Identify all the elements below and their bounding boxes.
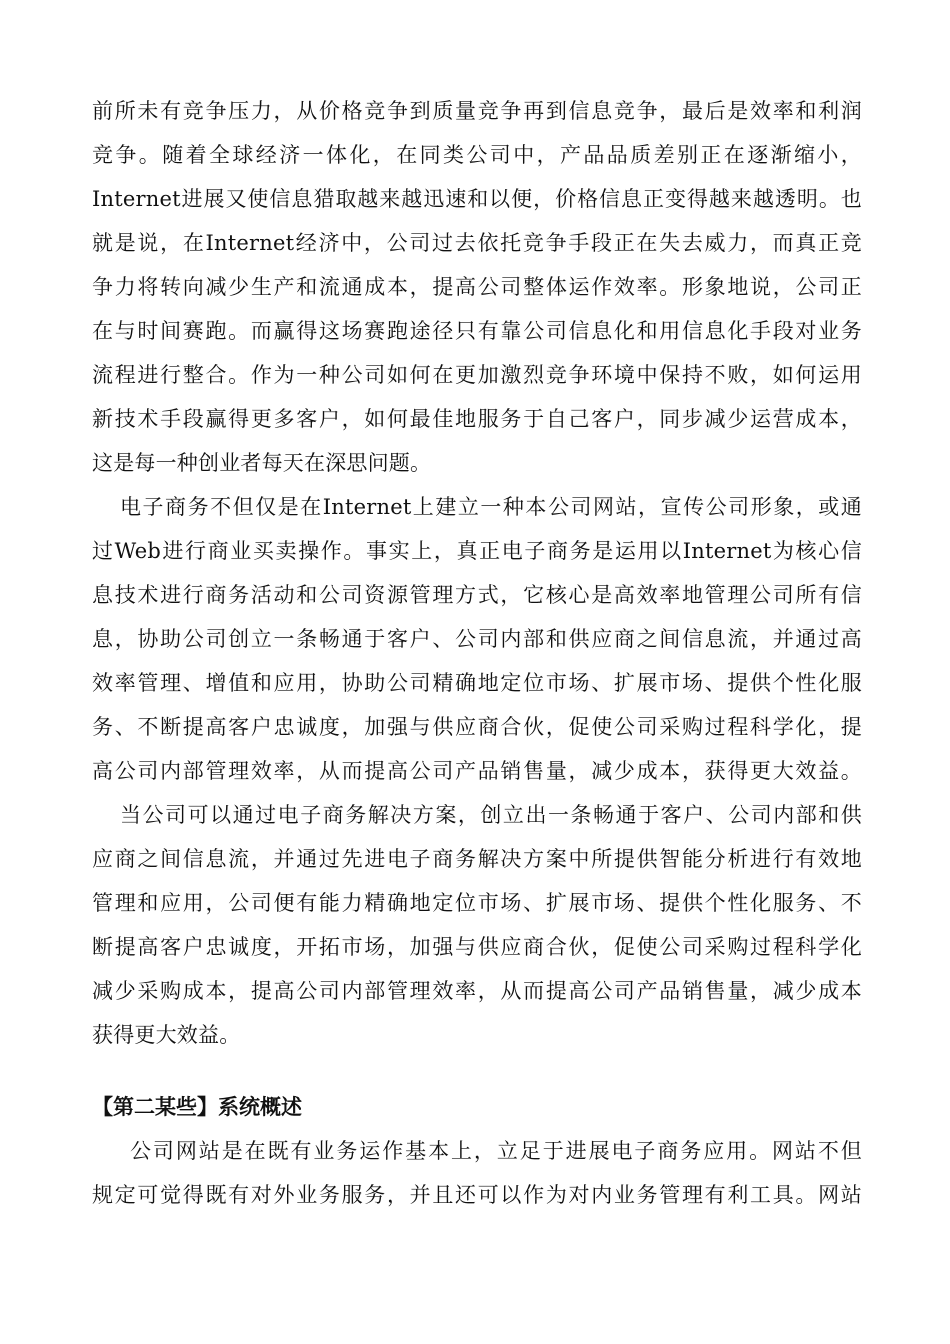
paragraph-3-line-5: 减少采购成本，提高公司内部管理效率，从而提高公司产品销售量，减少成本: [92, 979, 862, 1003]
paragraph-1-line-3: Internet进展又使信息猎取越来越迅速和以便，价格信息正变得越来越透明。也: [92, 187, 862, 211]
section-heading: 【第二某些】系统概述: [92, 1095, 302, 1119]
paragraph-3-line-2: 应商之间信息流，并通过先进电子商务解决方案中所提供智能分析进行有效地: [92, 847, 862, 871]
paragraph-3-line-6: 获得更大效益。: [92, 1023, 241, 1047]
paragraph-2-line-2: 过Web进行商业买卖操作。事实上，真正电子商务是运用以Internet为核心信: [92, 539, 862, 563]
paragraph-1-line-4: 就是说，在Internet经济中，公司过去依托竞争手段正在失去威力，而真正竞: [92, 231, 862, 255]
section-2-line-2: 规定可觉得既有对外业务服务，并且还可以作为对内业务管理有利工具。网站: [92, 1183, 862, 1207]
paragraph-2-line-6: 务、不断提高客户忠诚度，加强与供应商合伙，促使公司采购过程科学化，提: [92, 715, 862, 739]
paragraph-1-line-7: 流程进行整合。作为一种公司如何在更加激烈竞争环境中保持不败，如何运用: [92, 363, 862, 387]
paragraph-2-line-5: 效率管理、增值和应用，协助公司精确地定位市场、扩展市场、提供个性化服: [92, 671, 862, 695]
paragraph-3-line-3: 管理和应用，公司便有能力精确地定位市场、扩展市场、提供个性化服务、不: [92, 891, 862, 915]
paragraph-1-line-1: 前所未有竞争压力，从价格竞争到质量竞争再到信息竞争，最后是效率和利润: [92, 99, 862, 123]
section-2-line-1: 公司网站是在既有业务运作基本上，立足于进展电子商务应用。网站不但: [130, 1139, 862, 1163]
paragraph-1-line-5: 争力将转向减少生产和流通成本，提高公司整体运作效率。形象地说，公司正: [92, 275, 862, 299]
paragraph-1-line-6: 在与时间赛跑。而赢得这场赛跑途径只有靠公司信息化和用信息化手段对业务: [92, 319, 862, 343]
paragraph-2-line-4: 息，协助公司创立一条畅通于客户、公司内部和供应商之间信息流，并通过高: [92, 627, 862, 651]
paragraph-1-line-2: 竞争。随着全球经济一体化，在同类公司中，产品品质差别正在逐渐缩小，: [92, 143, 862, 167]
paragraph-3-line-4: 断提高客户忠诚度，开拓市场，加强与供应商合伙，促使公司采购过程科学化: [92, 935, 862, 959]
paragraph-2-line-3: 息技术进行商务活动和公司资源管理方式，它核心是高效率地管理公司所有信: [92, 583, 862, 607]
paragraph-1-line-8: 新技术手段赢得更多客户，如何最佳地服务于自己客户，同步减少运营成本，: [92, 407, 862, 431]
paragraph-2-line-7: 高公司内部管理效率，从而提高公司产品销售量，减少成本，获得更大效益。: [92, 759, 862, 783]
paragraph-2-line-1: 电子商务不但仅是在Internet上建立一种本公司网站，宣传公司形象，或通: [120, 495, 862, 519]
paragraph-1-line-9: 这是每一种创业者每天在深思问题。: [92, 451, 432, 475]
paragraph-3-line-1: 当公司可以通过电子商务解决方案，创立出一条畅通于客户、公司内部和供: [120, 803, 862, 827]
